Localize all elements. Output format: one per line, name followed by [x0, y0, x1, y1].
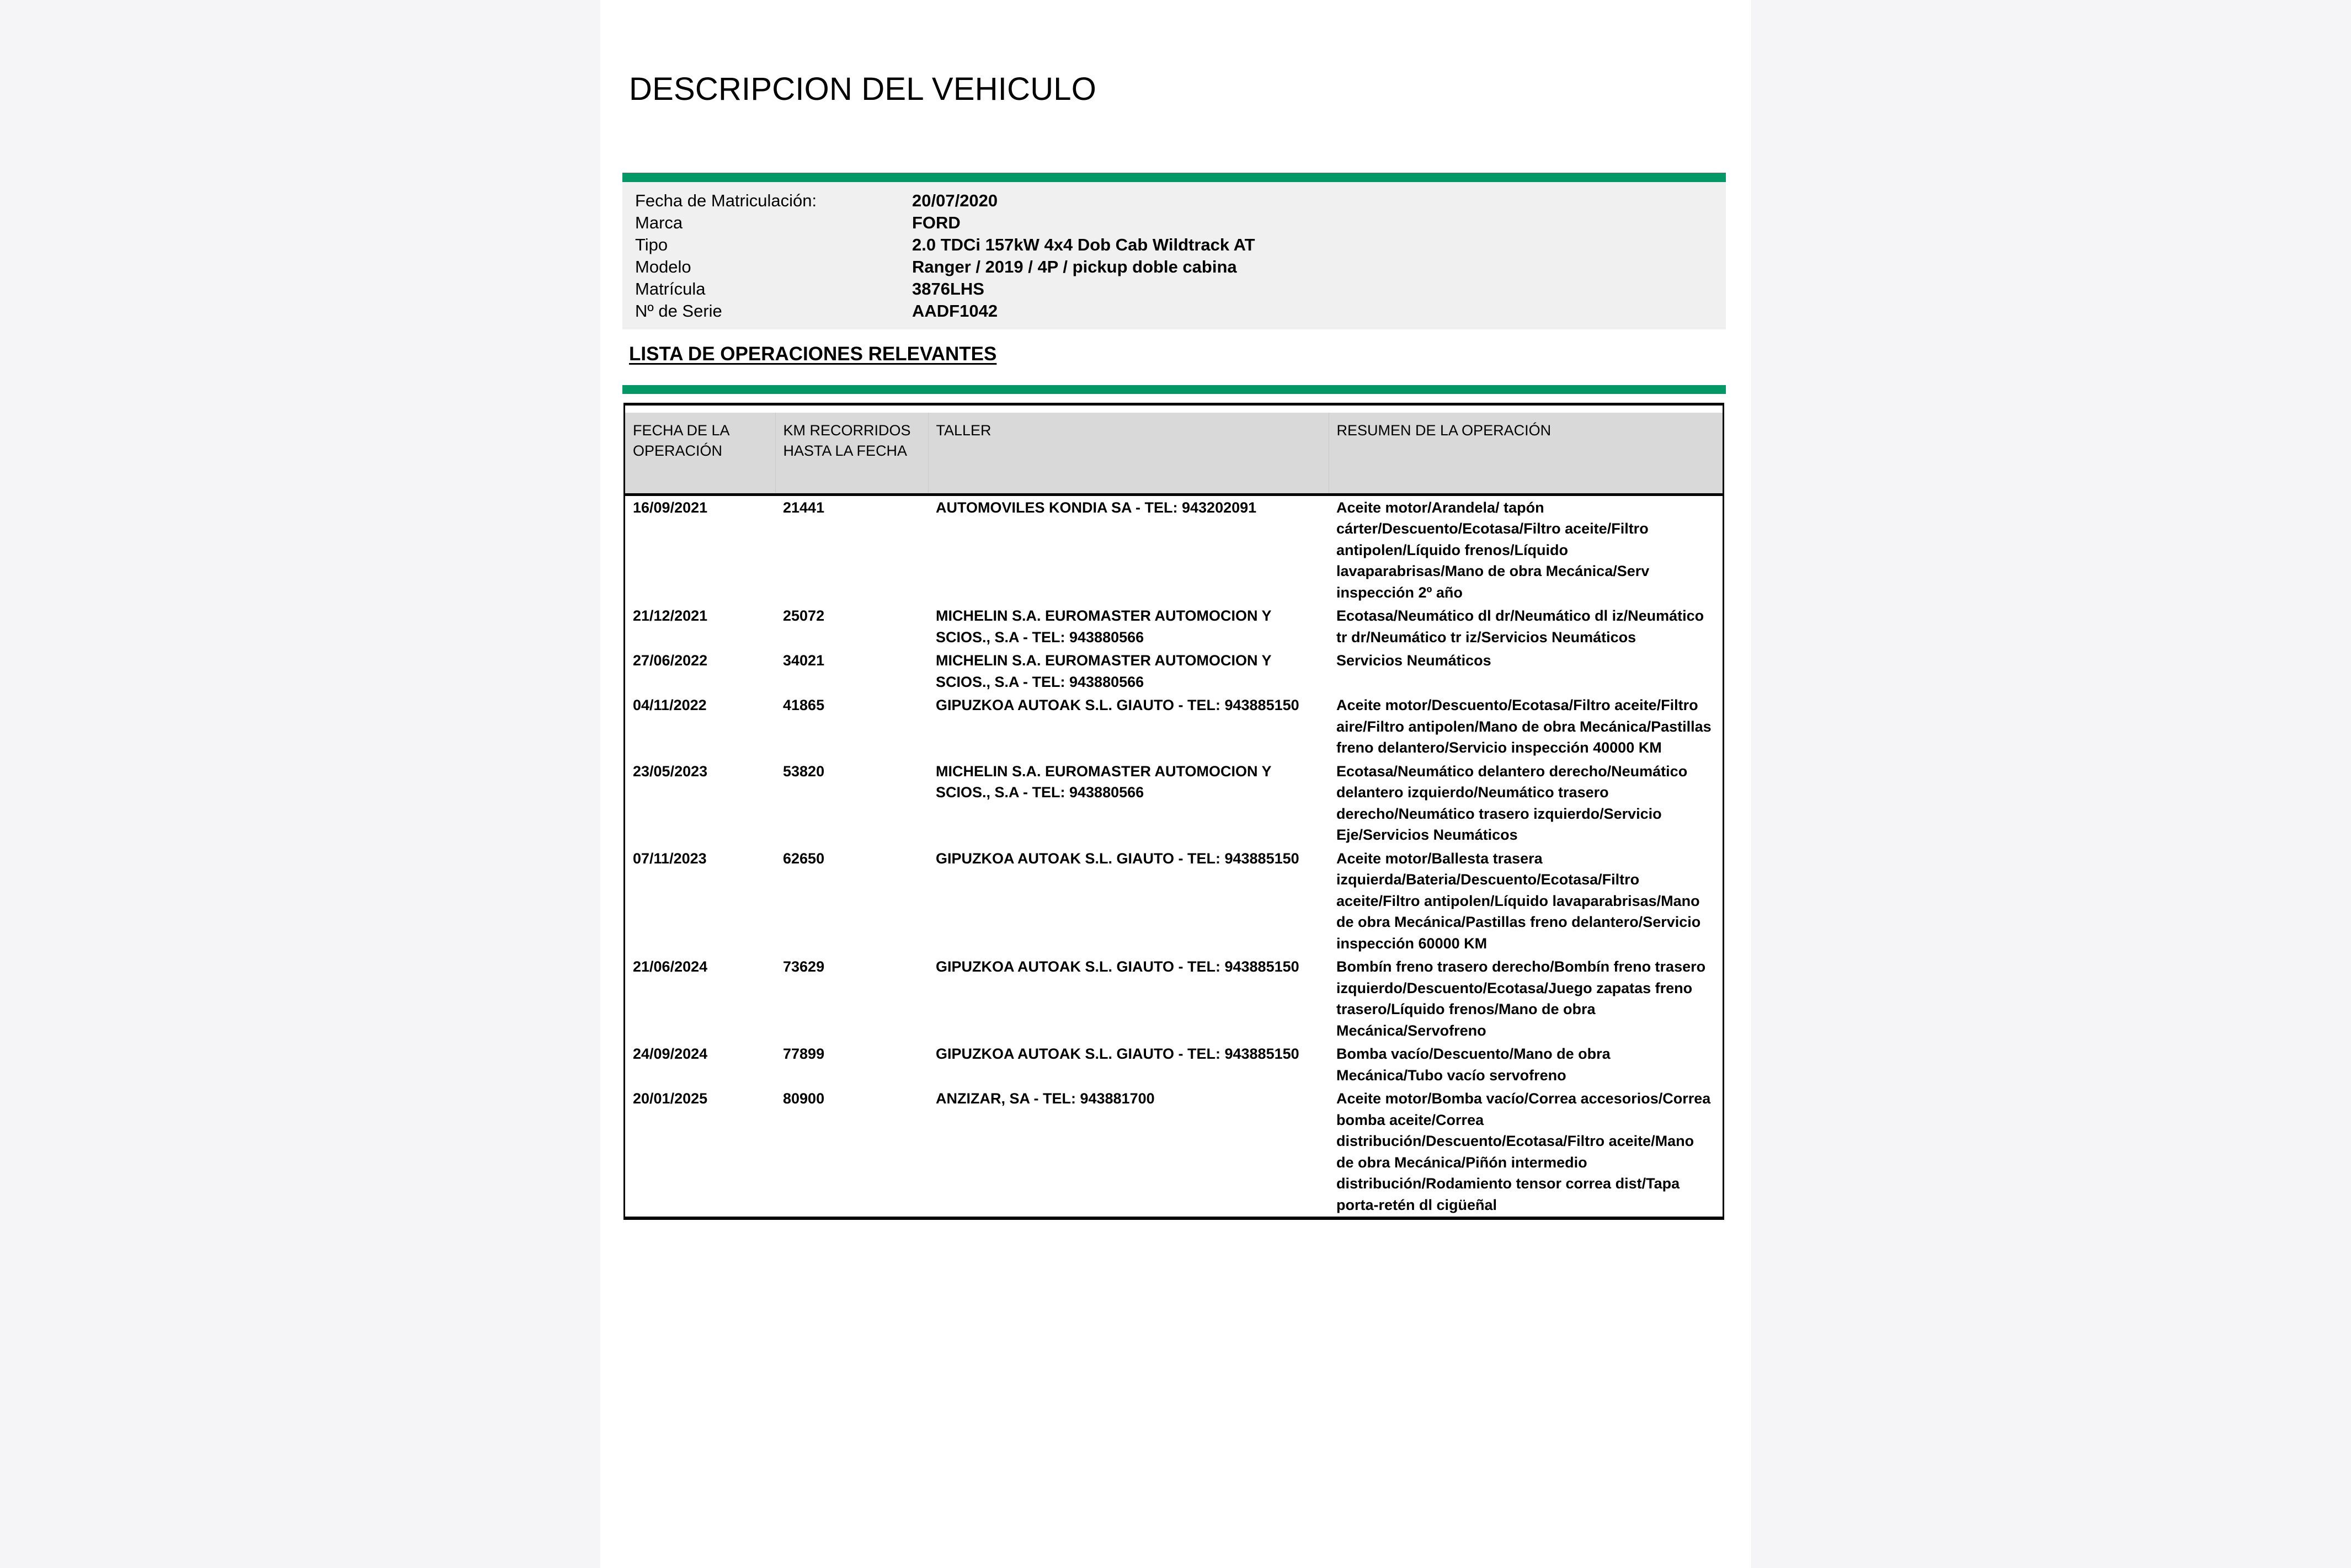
table-header-row	[625, 413, 1723, 494]
cell-workshop: GIPUZKOA AUTOAK S.L. GIAUTO - TEL: 943885150	[936, 958, 1299, 975]
cell-operation-summary: Aceite motor/Descuento/Ecotasa/Filtro aceite/Filtro aire/Filtro antipolen/Mano de obra Mecánica/Pastillas freno delantero/Servicio inspección 40000 KM	[1336, 697, 1712, 756]
column-header-fecha: FECHA DE LA OPERACIÓN	[625, 413, 775, 494]
info-value: 20/07/2020	[912, 191, 998, 210]
table-row	[625, 494, 1723, 604]
cell-operation-date: 27/06/2022	[633, 652, 708, 669]
vehicle-info-block	[622, 173, 1726, 329]
info-row-fecha-matriculacion	[622, 190, 1726, 212]
info-label: Nº de Serie	[635, 301, 722, 321]
cell-operation-date: 24/09/2024	[633, 1046, 708, 1062]
cell-operation-summary: Ecotasa/Neumático dl dr/Neumático dl iz/Neumático tr dr/Neumático tr iz/Servicios Neumáticos	[1336, 607, 1704, 646]
operations-table-container	[623, 403, 1724, 1220]
table-row	[625, 847, 1723, 956]
operations-table	[625, 406, 1723, 1217]
table-row	[625, 955, 1723, 1042]
cell-operation-date: 20/01/2025	[633, 1090, 708, 1107]
cell-operation-date: 04/11/2022	[633, 697, 707, 713]
cell-workshop: ANZIZAR, SA - TEL: 943881700	[936, 1090, 1155, 1107]
info-row-numero-serie	[622, 300, 1726, 322]
cell-kilometers: 77899	[783, 1046, 825, 1062]
cell-operation-summary: Aceite motor/Arandela/ tapón cárter/Descuento/Ecotasa/Filtro aceite/Filtro antipolen/Líquido frenos/Líquido lavaparabrisas/Mano de obra Mecánica/Serv inspección 2º año	[1336, 499, 1650, 601]
spacer-cell	[928, 406, 1329, 413]
table-row	[625, 694, 1723, 760]
table-row	[625, 649, 1723, 694]
table-row	[625, 1087, 1723, 1217]
cell-workshop: MICHELIN S.A. EUROMASTER AUTOMOCION Y SCIOS., S.A - TEL: 943880566	[936, 607, 1272, 646]
table-head-spacer	[625, 406, 1723, 413]
cell-operation-date: 07/11/2023	[633, 850, 707, 867]
cell-operation-date: 23/05/2023	[633, 762, 708, 780]
vehicle-info-accent-bar	[622, 173, 1726, 182]
info-value: FORD	[912, 213, 961, 232]
cell-operation-date: 16/09/2021	[633, 499, 708, 516]
info-row-modelo	[622, 256, 1726, 278]
info-value: AADF1042	[912, 301, 998, 321]
info-label: Matrícula	[635, 279, 706, 298]
info-row-tipo	[622, 234, 1726, 256]
table-row	[625, 760, 1723, 847]
cell-kilometers: 21441	[783, 499, 825, 516]
info-label: Modelo	[635, 257, 691, 276]
cell-kilometers: 25072	[783, 607, 825, 624]
cell-operation-summary: Aceite motor/Ballesta trasera izquierda/Bateria/Descuento/Ecotasa/Filtro aceite/Filtro antipolen/Líquido lavaparabrisas/Mano de obra Mecánica/Pastillas freno delantero/Servicio inspección 60000 KM	[1336, 850, 1701, 952]
info-row-matricula	[622, 278, 1726, 300]
cell-kilometers: 62650	[783, 850, 825, 867]
cell-operation-date: 21/06/2024	[633, 958, 708, 975]
spacer-cell	[625, 406, 775, 413]
operations-table-head	[625, 406, 1723, 494]
column-header-km: KM RECORRIDOS HASTA LA FECHA	[775, 413, 928, 494]
column-header-resumen: RESUMEN DE LA OPERACIÓN	[1329, 413, 1723, 494]
vehicle-info-rows	[622, 182, 1726, 329]
cell-operation-summary: Ecotasa/Neumático delantero derecho/Neumático delantero izquierdo/Neumático trasero derecho/Neumático trasero izquierdo/Servicio Eje/Servicios Neumáticos	[1336, 762, 1688, 843]
cell-workshop: MICHELIN S.A. EUROMASTER AUTOMOCION Y SCIOS., S.A - TEL: 943880566	[936, 652, 1272, 690]
info-value: Ranger / 2019 / 4P / pickup doble cabina	[912, 257, 1237, 276]
table-row	[625, 1042, 1723, 1087]
cell-workshop: GIPUZKOA AUTOAK S.L. GIAUTO - TEL: 943885150	[936, 1046, 1299, 1062]
info-label: Tipo	[635, 235, 668, 254]
cell-workshop: AUTOMOVILES KONDIA SA - TEL: 943202091	[936, 499, 1257, 516]
cell-workshop: GIPUZKOA AUTOAK S.L. GIAUTO - TEL: 943885150	[936, 697, 1299, 713]
info-value: 2.0 TDCi 157kW 4x4 Dob Cab Wildtrack AT	[912, 235, 1255, 254]
info-label: Marca	[635, 213, 683, 232]
spacer-cell	[1329, 406, 1723, 413]
cell-kilometers: 73629	[783, 958, 825, 975]
cell-workshop: MICHELIN S.A. EUROMASTER AUTOMOCION Y SCIOS., S.A - TEL: 943880566	[936, 762, 1272, 801]
spacer-cell	[775, 406, 928, 413]
section-heading-operaciones: LISTA DE OPERACIONES RELEVANTES	[629, 343, 997, 365]
column-header-taller: TALLER	[928, 413, 1329, 494]
cell-operation-summary: Servicios Neumáticos	[1336, 652, 1491, 669]
cell-workshop: GIPUZKOA AUTOAK S.L. GIAUTO - TEL: 943885150	[936, 850, 1299, 867]
cell-operation-date: 21/12/2021	[633, 607, 708, 624]
cell-operation-summary: Bombín freno trasero derecho/Bombín freno trasero izquierdo/Descuento/Ecotasa/Juego zapatas freno trasero/Líquido frenos/Mano de obra Mecánica/Servofreno	[1336, 958, 1706, 1039]
page-title: DESCRIPCION DEL VEHICULO	[629, 71, 1097, 107]
cell-kilometers: 80900	[783, 1090, 825, 1107]
operations-accent-bar	[622, 385, 1726, 394]
cell-kilometers: 34021	[783, 652, 825, 669]
info-value: 3876LHS	[912, 279, 984, 298]
info-label: Fecha de Matriculación:	[635, 191, 817, 210]
cell-kilometers: 41865	[783, 697, 825, 713]
operations-table-body	[625, 494, 1723, 1217]
cell-operation-summary: Aceite motor/Bomba vacío/Correa accesorios/Correa bomba aceite/Correa distribución/Descuento/Ecotasa/Filtro aceite/Mano de obra Mecánica/Piñón intermedio distribución/Rodamiento tensor correa dist/Tapa porta-retén dl cigüeñal	[1336, 1090, 1711, 1213]
info-row-marca	[622, 212, 1726, 234]
table-row	[625, 604, 1723, 649]
cell-kilometers: 53820	[783, 762, 825, 780]
cell-operation-summary: Bomba vacío/Descuento/Mano de obra Mecánica/Tubo vacío servofreno	[1336, 1046, 1611, 1084]
document-page	[600, 0, 1751, 1568]
